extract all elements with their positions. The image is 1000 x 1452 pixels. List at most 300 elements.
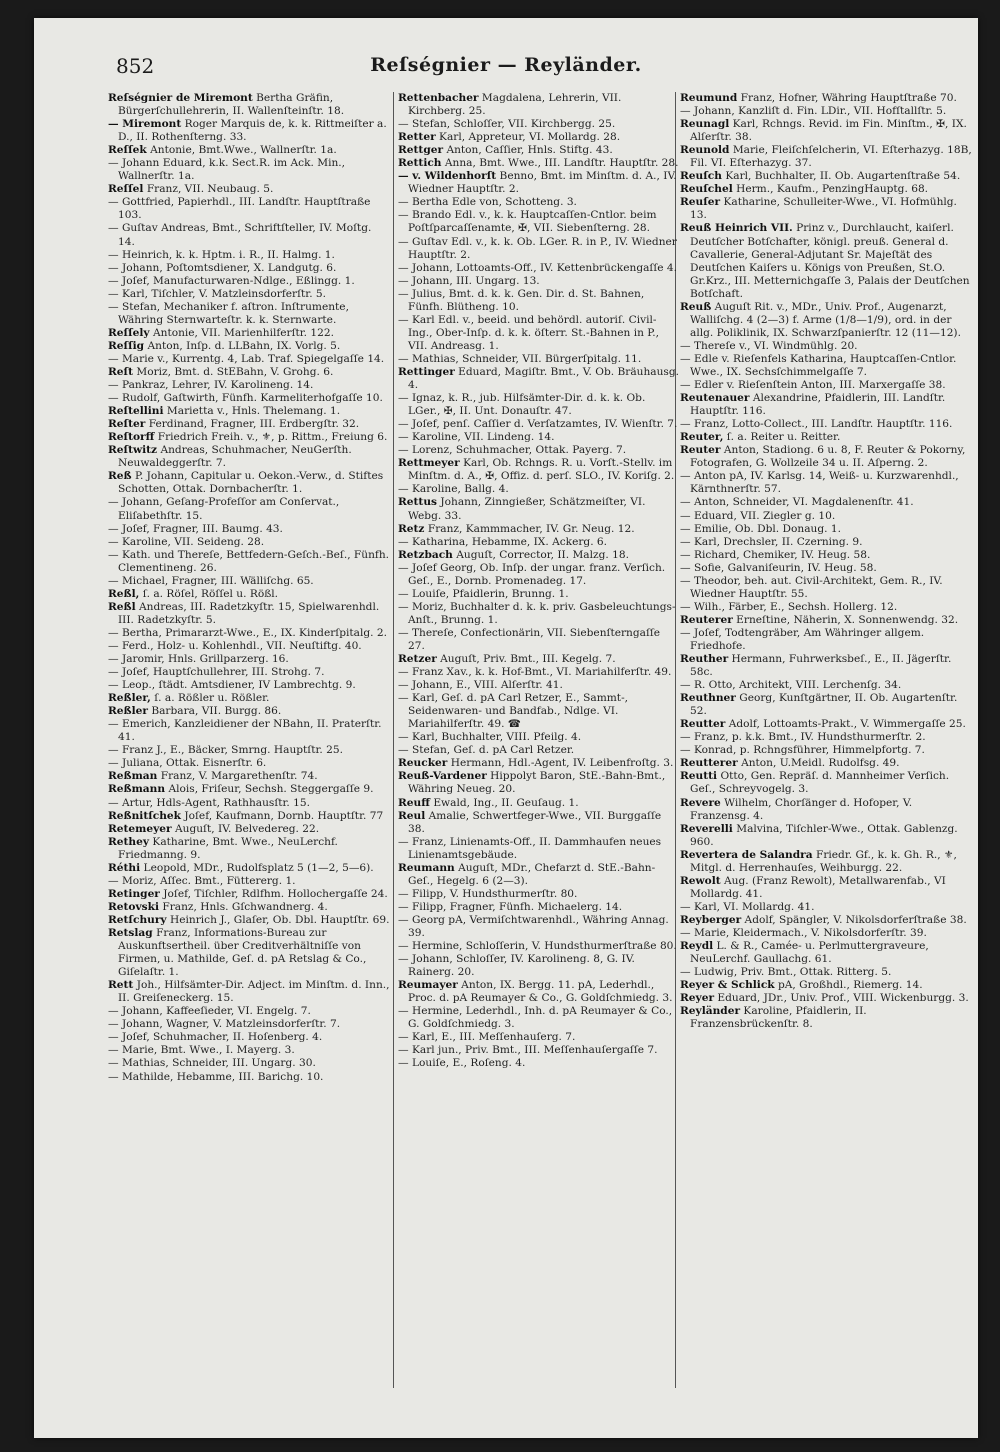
entry-details: — Joſef Georg, Ob. Inſp. der ungar. franz. Verſich. Geſ., E., Dornb. Promenadeg. 17. [398,561,666,587]
entry-details: — Bertha Edle von, Schotteng. 3. [398,196,577,209]
entry-details: — Karl, Drechsler, II. Czerning. 9. [680,535,863,548]
directory-entry [108,797,390,810]
entry-details: Adolf, Spängler, V. Nikolsdorferſtraße 38. [744,913,967,926]
directory-entry [108,392,390,405]
entry-surname: Reyberger [680,913,742,926]
entry-details: — Katharina, Hebamme, IX. Ackerg. 6. [398,535,608,548]
directory-entry [398,92,680,118]
entry-details: Roger Marquis de, k. k. Rittmeiſter a. D., II. Rothenſterng. 33. [118,118,387,144]
entry-details: Eduard, JDr., Univ. Prof., VIII. Wickenburgg. 3. [717,992,969,1005]
entry-details: Anton, Inſp. d. LLBahn, IX. Vorlg. 5. [147,339,341,352]
entry-surname: Reſtellini [108,405,164,418]
entry-details: Joſef, Tiſchler, Rdlfhm. Hollochergaſſe 24. [163,887,388,900]
directory-entry [108,340,390,353]
entry-surname: Reumayer [398,979,458,992]
entry-details: Andreas, III. Radetzkyſtr. 15, Spielwarenhdl. III. Radetzkyſtr. 5. [118,600,380,626]
directory-entry [108,379,390,392]
entry-details: — Guſtav Edl. v., k. k. Ob. LGer. R. in P., IV. Wiedner Hauptſtr. 2. [398,235,677,261]
directory-entry [680,979,972,992]
directory-entry [108,627,390,640]
directory-entry [108,536,390,549]
directory-entry [398,653,680,666]
directory-entry [680,536,972,549]
entry-details: — Johann, E., VIII. Alſerſtr. 41. [398,679,563,692]
entry-details: — Lorenz, Schuhmacher, Ottak. Payerg. 7. [398,444,627,457]
entry-details: — Karl, VI. Mollardg. 41. [680,900,815,913]
entry-details: — Johann, III. Ungarg. 13. [398,274,540,287]
entry-details: — Gottfried, Papierhdl., III. Landſtr. Hauptſtraße 103. [108,196,371,222]
entry-details: Franz, Informations-Bureau zur Auskunftsertheil. über Creditverhältniſſe von Firmen, u. Mathilde, Geſ. d. pA Retslag & Co., Giſelaſtr. 1. [118,927,367,979]
directory-entry [680,431,972,444]
directory-entry [680,183,972,196]
entry-details: — Karl Edl. v., beeid. und behördl. autoriſ. Civil-Ing., Ober-Inſp. d. k. k. öſterr. St.-Bahnen in P., VII. Andreasg. 1. [398,313,660,352]
entry-details: Erneſtine, Näherin, X. Sonnenwendg. 32. [736,613,959,626]
entry-details: Anton, IX. Bergg. 11. pA, Lederhdl., Proc. d. pA Reumayer & Co., G. Goldſchmiedg. 3. [408,979,673,1005]
directory-entry [108,757,390,770]
directory-entry [398,862,680,888]
entry-details: — Karoline, VII. Seideng. 28. [108,535,265,548]
entry-details: Anna, Bmt. Wwe., III. Landſtr. Hauptſtr. 28. [444,157,679,170]
entry-details: — Johann, Geſang-Profeſſor am Conſervat., Eliſabethſtr. 15. [108,496,340,522]
entry-details: Bertha Gräfin, Bürgerſchullehrerin, II. Wallenſteinſtr. 18. [118,92,345,118]
entry-details: — Georg pA, Vermiſchtwarenhdl., Währing Annag. 39. [398,913,669,939]
entry-surname: Reßman [108,770,158,783]
entry-surname: Rettmeyer [398,457,460,470]
entry-details: Ferdinand, Fragner, III. Erdbergſtr. 32. [148,418,360,431]
directory-entry [680,105,972,118]
entry-details: — Franz Xav., k. k. Hof-Bmt., VI. Mariahilferſtr. 49. [398,666,672,679]
entry-details: Franz, VII. Neubaug. 5. [146,183,274,196]
directory-entry [680,418,972,431]
directory-entry [398,914,680,940]
entry-details: Friedr. Gf., k. k. Gh. R., ⚜, Mitgl. d. Herrenhauſes, Weihburgg. 22. [690,848,957,874]
entry-details: — Richard, Chemiker, IV. Heug. 58. [680,548,871,561]
directory-entry [108,222,390,248]
entry-details: — Eduard, VII. Ziegler g. 10. [680,509,836,522]
column-3 [680,92,972,1031]
directory-entry [680,353,972,379]
directory-entry [108,783,390,796]
entry-surname: Retslag [108,927,153,939]
entry-surname: Reunagl [680,118,730,131]
directory-entry [398,392,680,418]
entry-surname: Rettenbacher [398,92,479,104]
entry-details: Antonie, VII. Marienhilferſtr. 122. [152,326,335,339]
directory-entry [680,679,972,692]
entry-surname: Reutterer [680,757,738,770]
entry-surname: Reydl [680,940,714,953]
directory-entry [680,92,972,105]
directory-entry [680,196,972,222]
entry-details: — Ludwig, Priv. Bmt., Ottak. Ritterg. 5. [680,966,892,979]
entry-surname: Reßl, [108,587,140,600]
entry-surname: Reſt [108,365,133,378]
entry-details: — Mathias, Schneider, III. Ungarg. 30. [108,1057,316,1070]
entry-details: Ewald, Ing., II. Geuſaug. 1. [433,796,579,809]
entry-details: — R. Otto, Architekt, VIII. Lerchenſg. 34. [680,679,902,692]
directory-entry [680,301,972,340]
entry-details: — Johann, Kanzliſt d. Fin. LDir., VII. Hofſtallſtr. 5. [680,105,947,118]
directory-entry [398,731,680,744]
entry-details: — Karl, E., III. Meſſenhauſerg. 7. [398,1031,576,1044]
page-header [34,54,978,88]
directory-entry [680,692,972,718]
entry-details: Auguſt, MDr., Chefarzt d. StE.-Bahn-Geſ., Hegelg. 6 (2—3). [408,861,656,887]
entry-details: — Marie, Kleidermach., V. Nikolsdorferſtr. 39. [680,927,927,939]
directory-entry [398,953,680,979]
entry-details: — Karl, Tiſchler, V. Matzleinsdorferſtr. 5. [108,287,327,300]
entry-details: Hermann, Fuhrwerksbeſ., E., II. Jägerſtr. 58c. [690,653,952,679]
entry-details: Joſef, Kaufmann, Dornb. Hauptſtr. 77 [184,809,384,822]
entry-surname: Reutenauer [680,392,750,405]
directory-entry [108,118,390,144]
directory-entry [680,875,972,901]
entry-surname: Retzbach [398,548,453,561]
entry-details: — Louiſe, Pfaidlerin, Brunng. 1. [398,587,569,600]
directory-entry [398,1057,680,1070]
entry-details: Aug. (Franz Rewolt), Metallwarenfab., VI Mollardg. 41. [690,874,946,900]
entry-surname: Reuther [680,653,729,666]
directory-entry [680,718,972,731]
directory-entry [680,144,972,170]
directory-entry [108,1071,390,1084]
entry-details: — Kath. und Thereſe, Bettfedern-Geſch.-Beſ., Fünfh. Clementineng. 26. [108,548,390,574]
entry-details: L. & R., Camée- u. Perlmuttergraveure, NeuLerchf. Gaullachg. 61. [690,940,929,966]
directory-entry [108,692,390,705]
directory-entry [108,196,390,222]
entry-surname: Reßler, [108,692,151,705]
entry-surname: Rettich [398,157,442,170]
directory-entry [680,601,972,614]
entry-surname: Rettinger [398,365,455,378]
directory-entry [398,1031,680,1044]
directory-entry [398,692,680,731]
entry-details: — Joſef, Hauptſchullehrer, III. Strohg. 7. [108,666,325,679]
entry-surname: Reumann [398,861,455,874]
entry-surname: Reſſig [108,339,145,352]
entry-details: — Theodor, beh. aut. Civil-Architekt, Gem. R., IV. Wiedner Hauptſtr. 55. [680,574,943,600]
directory-entry [680,523,972,536]
entry-details: — Rudolf, Gaſtwirth, Fünfh. Karmeliterhofgaſſe 10. [108,392,383,405]
entry-details: — Karoline, Ballg. 4. [398,483,509,496]
directory-entry [680,170,972,183]
directory-entry [398,979,680,1005]
entry-details: — Thereſe, Confectionärin, VII. Siebenſterngaſſe 27. [398,626,661,652]
directory-entry [398,1005,680,1031]
entry-details: — Pankraz, Lehrer, IV. Karolineng. 14. [108,379,314,392]
directory-entry [398,836,680,862]
entry-details: Franz, Kammmacher, IV. Gr. Neug. 12. [427,522,635,535]
entry-details: — Marie v., Kurrentg. 4, Lab. Traf. Spiegelgaſſe 14. [108,352,385,365]
directory-entry [398,601,680,627]
entry-surname: Reuſchel [680,183,733,196]
entry-details: — Wilh., Färber, E., Sechsh. Hollerg. 12. [680,600,898,613]
entry-details: Franz, Hofner, Währing Hauptſtraße 70. [740,92,957,104]
directory-entry [398,757,680,770]
directory-entry [680,744,972,757]
entry-surname: Reutter [680,718,726,731]
directory-entry [108,275,390,288]
directory-entry [108,1044,390,1057]
entry-details: Georg, Kunſtgärtner, II. Ob. Augartenſtr. 52. [690,692,958,718]
entry-surname: Retzer [398,653,437,666]
entry-details: Anton, Stadiong. 6 u. 8, F. Reuter & Pokorny, Fotografen, G. Wollzeile 34 u. II. Aſperng. 2. [690,444,966,470]
directory-entry [398,288,680,314]
directory-entry [398,196,680,209]
entry-surname: Rett [108,979,134,992]
entry-surname: Reyer [680,992,715,1005]
entry-details: Katharine, Schulleiter-Wwe., VI. Hofmühlg. 13. [690,196,957,222]
entry-surname: Reßnitſchek [108,809,182,822]
entry-details: — Mathias, Schneider, VII. Bürgerſpitalg. 11. [398,352,642,365]
entry-surname: — v. Wildenhorſt [398,170,497,183]
directory-entry [680,966,972,979]
directory-entry [398,144,680,157]
entry-details: — Franz, p. k.k. Bmt., IV. Hundsthurmerſtr. 2. [680,731,926,744]
entry-details: — Johann, Wagner, V. Matzleinsdorferſtr. 7. [108,1018,341,1031]
directory-entry [398,262,680,275]
directory-entry [398,1044,680,1057]
directory-entry [680,627,972,653]
directory-entry [680,614,972,627]
directory-entry [108,705,390,718]
entry-details: — Joſef, Manufacturwaren-Ndlge., Eßlingg. 1. [108,274,355,287]
directory-entry [398,170,680,196]
directory-entry [108,575,390,588]
entry-details: — Johann, Lottoamts-Off., IV. Kettenbrückengaſſe 4. [398,261,678,274]
entry-details: — Bertha, Primararzt-Wwe., E., IX. Kinderſpitalg. 2. [108,626,387,639]
entry-details: Franz, V. Margarethenſtr. 74. [160,770,318,783]
directory-entry [680,940,972,966]
directory-entry [108,888,390,901]
entry-details: Benno, Bmt. im Minſtm. d. A., IV. Wiedner Hauptſtr. 2. [408,170,677,196]
entry-surname: — Miremont [108,118,182,131]
entry-details: Leopold, MDr., Rudolfsplatz 5 (1—2, 5—6). [143,861,374,874]
entry-details: Karl, Ob. Rchngs. R. u. Vorſt.-Stellv. im Minſtm. d. A., ✠, Offiz. d. perſ. SLO., IV. Koriſg. 2. [408,457,675,483]
directory-entry [398,418,680,431]
directory-entry [398,562,680,588]
entry-details: Adolf, Lottoamts-Prakt., V. Wimmergaſſe 25. [728,718,966,731]
directory-entry [398,588,680,601]
entry-details: — Mathilde, Hebamme, III. Barichg. 10. [108,1070,324,1083]
entry-details: — Johann, Kaffeeſieder, VI. Engelg. 7. [108,1005,311,1018]
directory-entry [108,249,390,262]
directory-entry [398,275,680,288]
directory-entry [108,470,390,496]
directory-entry [108,431,390,444]
directory-entry [680,797,972,823]
entry-details: — Joſef, Fragner, III. Baumg. 43. [108,522,283,535]
directory-entry [398,118,680,131]
directory-entry [108,875,390,888]
entry-surname: Rewolt [680,874,721,887]
directory-entry [108,679,390,692]
directory-entry [108,418,390,431]
entry-surname: Rettus [398,496,437,509]
column-2 [398,92,680,1071]
entry-surname: Reyländer [680,1005,741,1018]
directory-entry [398,666,680,679]
entry-details: — Emilie, Ob. Dbl. Donaug. 1. [680,522,841,535]
entry-details: Auguſt Rit. v., MDr., Univ. Prof., Augenarzt, Walliſchg. 4 (2—3) f. Arme (1/8—1/9), ord. in der allg. Poliklinik, IX. Schwarzſpanierſtr. 12 (11—12). [690,300,961,339]
entry-details: Franz, Hnls. Gſchwandnerg. 4. [162,900,328,913]
directory-entry [680,510,972,523]
entry-details: — Karl jun., Priv. Bmt., III. Meſſenhauſergaſſe 7. [398,1044,658,1057]
directory-entry [680,731,972,744]
directory-entry [398,797,680,810]
entry-details: Johann, Zinngießer, Schätzmeiſter, VI. Webg. 33. [408,496,646,522]
directory-entry [680,849,972,875]
entry-surname: Reſségnier de Miremont [108,92,253,104]
directory-entry [398,483,680,496]
entry-details: Friedrich Freih. v., ⚜, p. Rittm., Freiung 6. [157,431,388,444]
directory-page [34,18,978,1438]
directory-entry [108,288,390,301]
entry-details: ſ. a. Rößler u. Rößler. [154,692,270,705]
directory-entry [680,901,972,914]
entry-surname: Reuter, [680,431,724,444]
entry-details: — Franz, Lotto-Collect., III. Landſtr. Hauptſtr. 116. [680,418,953,431]
directory-entry [398,888,680,901]
entry-details: — Joſef, penſ. Caſſier d. Verſatzamtes, IV. Wienſtr. 7. [398,418,678,431]
entry-details: Joh., Hilfsämter-Dir. Adject. im Minſtm. d. Inn., II. Greiſeneckerg. 15. [118,979,390,1005]
directory-entry [398,131,680,144]
directory-entry [398,549,680,562]
directory-entry [680,496,972,509]
directory-entry [398,209,680,235]
entry-details: Alexandrine, Pfaidlerin, III. Landſtr. Hauptſtr. 116. [690,392,946,418]
entry-details: — Joſef, Todtengräber, Am Währinger allgem. Friedhofe. [680,626,925,652]
entry-surname: Reßmann [108,783,166,796]
entry-details: Karl, Appreteur, VI. Mollardg. 28. [439,131,621,144]
entry-details: Anton, U.Meidl. Rudolfsg. 49. [741,757,900,770]
entry-surname: Reunold [680,144,730,157]
directory-entry [398,627,680,653]
page-number: 852 [116,54,155,78]
directory-entry [108,666,390,679]
entry-surname: Réthi [108,861,141,874]
entry-details: — Anton pA, IV. Karlsg. 14, Weiß- u. Kurzwarenhdl., Kärnthnerſtr. 57. [680,470,959,496]
entry-surname: Reuterer [680,613,733,626]
entry-details: pA, Großhdl., Riemerg. 14. [777,979,923,992]
directory-entry [108,549,390,575]
entry-details: — Ignaz, k. R., jub. Hilfsämter-Dir. d. k. k. Ob. LGer., ✠, II. Unt. Donauſtr. 47. [398,392,646,418]
entry-details: — Juliana, Ottak. Eisnerſtr. 6. [108,757,267,770]
directory-entry [108,353,390,366]
entry-surname: Reß [108,470,132,483]
entry-details: — Edler v. Rieſenſtein Anton, III. Marxergaſſe 38. [680,379,946,392]
entry-surname: Retſchury [108,913,167,926]
directory-entry [108,301,390,327]
entry-details: Eduard, Magiſtr. Bmt., V. Ob. Bräuhausg. 4. [408,365,680,392]
entry-details: Auguſt, Priv. Bmt., III. Kegelg. 7. [440,653,616,666]
entry-details: Wilhelm, Chorſänger d. Hofoper, V. Franzensg. 4. [690,796,913,822]
directory-entry [108,862,390,875]
directory-entry [398,679,680,692]
directory-entry [680,340,972,353]
entry-details: Prinz v., Durchlaucht, kaiſerl. Deutſcher Botſchafter, königl. preuß. General d. Cavallerie, General-Adjutant Sr. Majeſtät des Deutſchen Kaiſers u. Königs von Preußen, St.O. Gr.Krz., III. Metternichgaſſe 3, Palais der Deutſchen Botſchaft. [690,222,970,300]
entry-surname: Reuthner [680,692,736,705]
directory-entry [108,718,390,744]
directory-entry [108,405,390,418]
entry-details: Herm., Kaufm., PenzingHauptg. 68. [736,183,929,196]
directory-entry [398,536,680,549]
entry-details: — Michael, Fragner, III. Wälliſchg. 65. [108,574,314,587]
directory-entry [108,92,390,118]
entry-details: — Joſef, Schuhmacher, II. Hoſenberg. 4. [108,1031,323,1044]
entry-surname: Reſter [108,418,146,431]
directory-entry [398,314,680,353]
entry-details: — Anton, Schneider, VI. Magdalenenſtr. 41. [680,496,914,509]
entry-surname: Retz [398,522,425,535]
entry-details: — Johann, Poſtomtsdiener, X. Landgutg. 6. [108,261,337,274]
directory-entry [108,770,390,783]
directory-entry [398,157,680,170]
entry-details: — Moriz, Buchhalter d. k. k. priv. Gasbeleuchtungs-Anſt., Brunng. 1. [398,600,676,626]
entry-details: Moriz, Bmt. d. StEBahn, V. Grohg. 6. [136,365,334,378]
entry-details: Alois, Friſeur, Sechsh. Steggergaſſe 9. [168,783,374,796]
entry-surname: Reuß [680,300,712,313]
directory-entry [680,222,972,300]
entry-details: — Stefan, Mechaniker f. aſtron. Inſtrumente, Währing Sternwarteſtr. k. k. Sternwarte. [108,300,349,326]
directory-entry [680,549,972,562]
directory-entry [398,366,680,392]
directory-entry [680,562,972,575]
entry-details: — Stefan, Geſ. d. pA Carl Retzer. [398,744,575,757]
entry-details: P. Johann, Capitular u. Oekon.-Verw., d. Stiftes Schotten, Ottak. Dornbacherſtr. 1. [118,470,384,496]
entry-surname: Reſtwitz [108,444,158,457]
directory-entry [680,392,972,418]
directory-entry [108,183,390,196]
directory-entry [398,901,680,914]
directory-entry [398,523,680,536]
directory-entry [680,927,972,940]
directory-entry [680,653,972,679]
entry-details: ſ. a. Reiter u. Reitter. [726,431,841,444]
directory-entry [680,444,972,470]
entry-details: Magdalena, Lehrerin, VII. Kirchberg. 25. [408,92,622,118]
entry-details: — Emerich, Kanzleidiener der NBahn, II. Praterſtr. 41. [108,718,382,744]
entry-details: — Franz J., E., Bäcker, Smrng. Hauptſtr. 25. [108,744,343,757]
directory-entry [108,588,390,601]
entry-surname: Reuß Heinrich VII. [680,222,793,235]
entry-details: — Artur, Hdls-Agent, Rathhausſtr. 15. [108,796,311,809]
directory-entry [108,496,390,522]
directory-entry [108,144,390,157]
entry-surname: Revertera de Salandra [680,848,813,861]
directory-entry [108,523,390,536]
entry-details: — Moriz, Aſſec. Bmt., Füttererg. 1. [108,874,296,887]
directory-entry [108,327,390,340]
entry-details: — Karoline, VII. Lindeng. 14. [398,431,555,444]
entry-details: — Johann, Schloſſer, IV. Karolineng. 8, G. IV. Rainerg. 20. [398,953,635,979]
entry-details: Otto, Gen. Repräſ. d. Mannheimer Verſich. Geſ., Schreyvogelg. 3. [690,770,950,796]
column-1 [108,92,390,1084]
directory-entry [680,992,972,1005]
directory-entry [108,653,390,666]
entry-surname: Reſſel [108,183,144,196]
entry-details: — Heinrich, k. k. Hptm. i. R., II. Halmg. 1. [108,248,335,261]
entry-details: — Hermine, Schloſſerin, V. Hundsthurmerſtraße 80. [398,940,677,953]
directory-entry [108,979,390,1005]
directory-entry [108,444,390,470]
entry-details: Marie, Fleiſchſelcherin, VI. Eſterhazyg. 18B, Fil. VI. Eſterhazyg. 37. [690,144,972,170]
entry-surname: Reuter [680,444,721,457]
directory-entry [108,914,390,927]
entry-details: — Karl, Geſ. d. pA Carl Retzer, E., Sammt-, Seidenwaren- und Bandfab., Ndlge. VI. Mariahilferſtr. 49. ☎ [398,692,629,731]
directory-entry [680,1005,972,1031]
entry-details: — Leop., ſtädt. Amtsdiener, IV Lambrechtg. 9. [108,679,356,692]
